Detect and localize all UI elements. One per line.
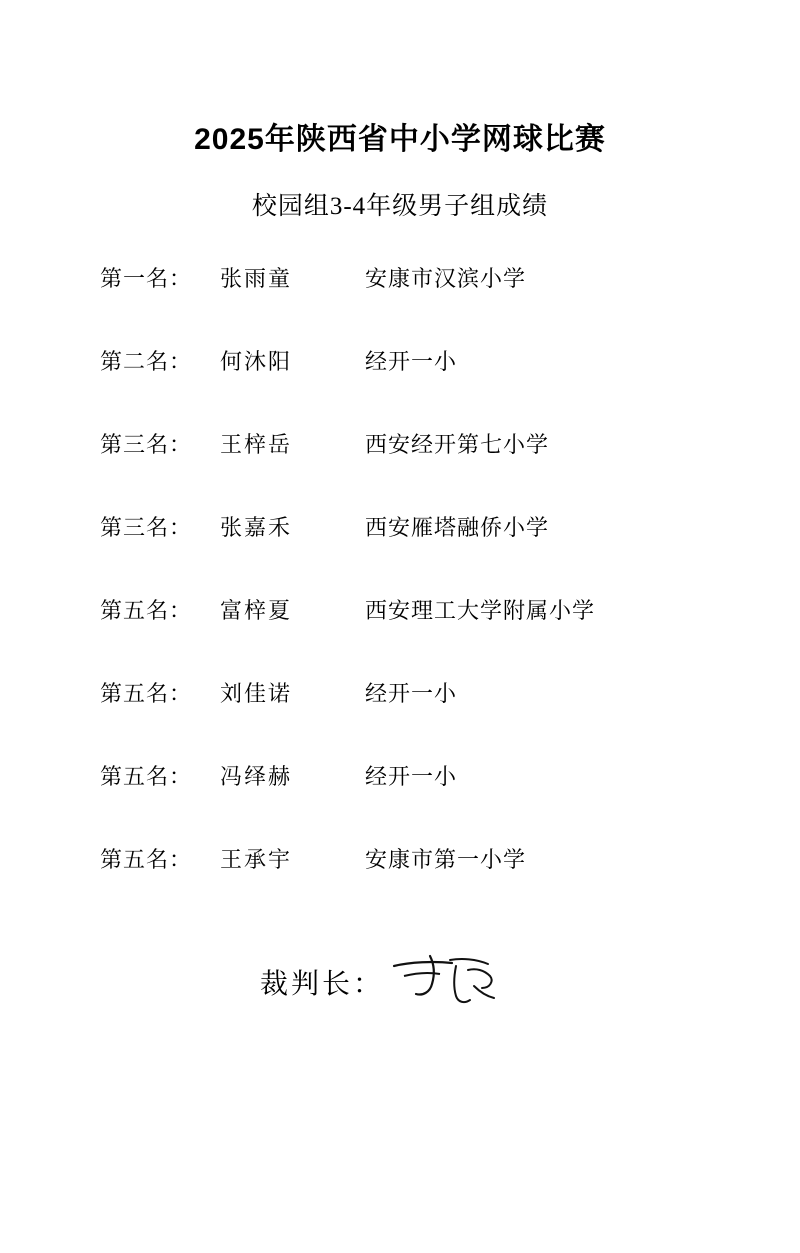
document-page	[0, 122, 800, 1253]
list-item	[60, 349, 740, 432]
list-item	[60, 847, 740, 930]
results-list	[60, 266, 740, 930]
rank-label: 第三名：	[100, 515, 193, 540]
list-item	[60, 598, 740, 681]
athlete-name: 张嘉禾	[220, 515, 293, 540]
school-name: 安康市汉滨小学	[365, 266, 527, 291]
page-subtitle: 校园组3-4年级男子组成绩	[251, 193, 549, 220]
athlete-name: 刘佳诺	[220, 681, 293, 706]
rank-label: 第五名：	[100, 681, 193, 706]
athlete-name: 富梓夏	[220, 598, 293, 623]
school-name: 西安雁塔融侨小学	[365, 515, 550, 540]
list-item	[60, 266, 740, 349]
rank-label: 第五名：	[100, 598, 193, 623]
school-name: 西安经开第七小学	[365, 432, 550, 457]
athlete-name: 王梓岳	[220, 432, 293, 457]
signature-block	[60, 952, 740, 1012]
athlete-name: 何沐阳	[220, 349, 293, 374]
page-title: 2025年陕西省中小学网球比赛	[194, 123, 606, 156]
list-item	[60, 681, 740, 764]
rank-label: 第一名：	[100, 266, 193, 291]
rank-label: 第三名：	[100, 432, 193, 457]
handwritten-signature	[390, 952, 500, 1012]
list-item	[60, 764, 740, 847]
rank-label: 第二名：	[100, 349, 193, 374]
list-item	[60, 515, 740, 598]
school-name: 安康市第一小学	[365, 847, 527, 872]
athlete-name: 冯绎赫	[220, 764, 293, 789]
athlete-name: 王承宇	[220, 847, 293, 872]
list-item	[60, 432, 740, 515]
school-name: 西安理工大学附属小学	[365, 598, 596, 623]
athlete-name: 张雨童	[220, 266, 293, 291]
rank-label: 第五名：	[100, 764, 193, 789]
chief-referee-label: 裁判长：	[259, 969, 384, 1000]
school-name: 经开一小	[365, 681, 458, 706]
rank-label: 第五名：	[100, 847, 193, 872]
school-name: 经开一小	[365, 349, 458, 374]
school-name: 经开一小	[365, 764, 458, 789]
